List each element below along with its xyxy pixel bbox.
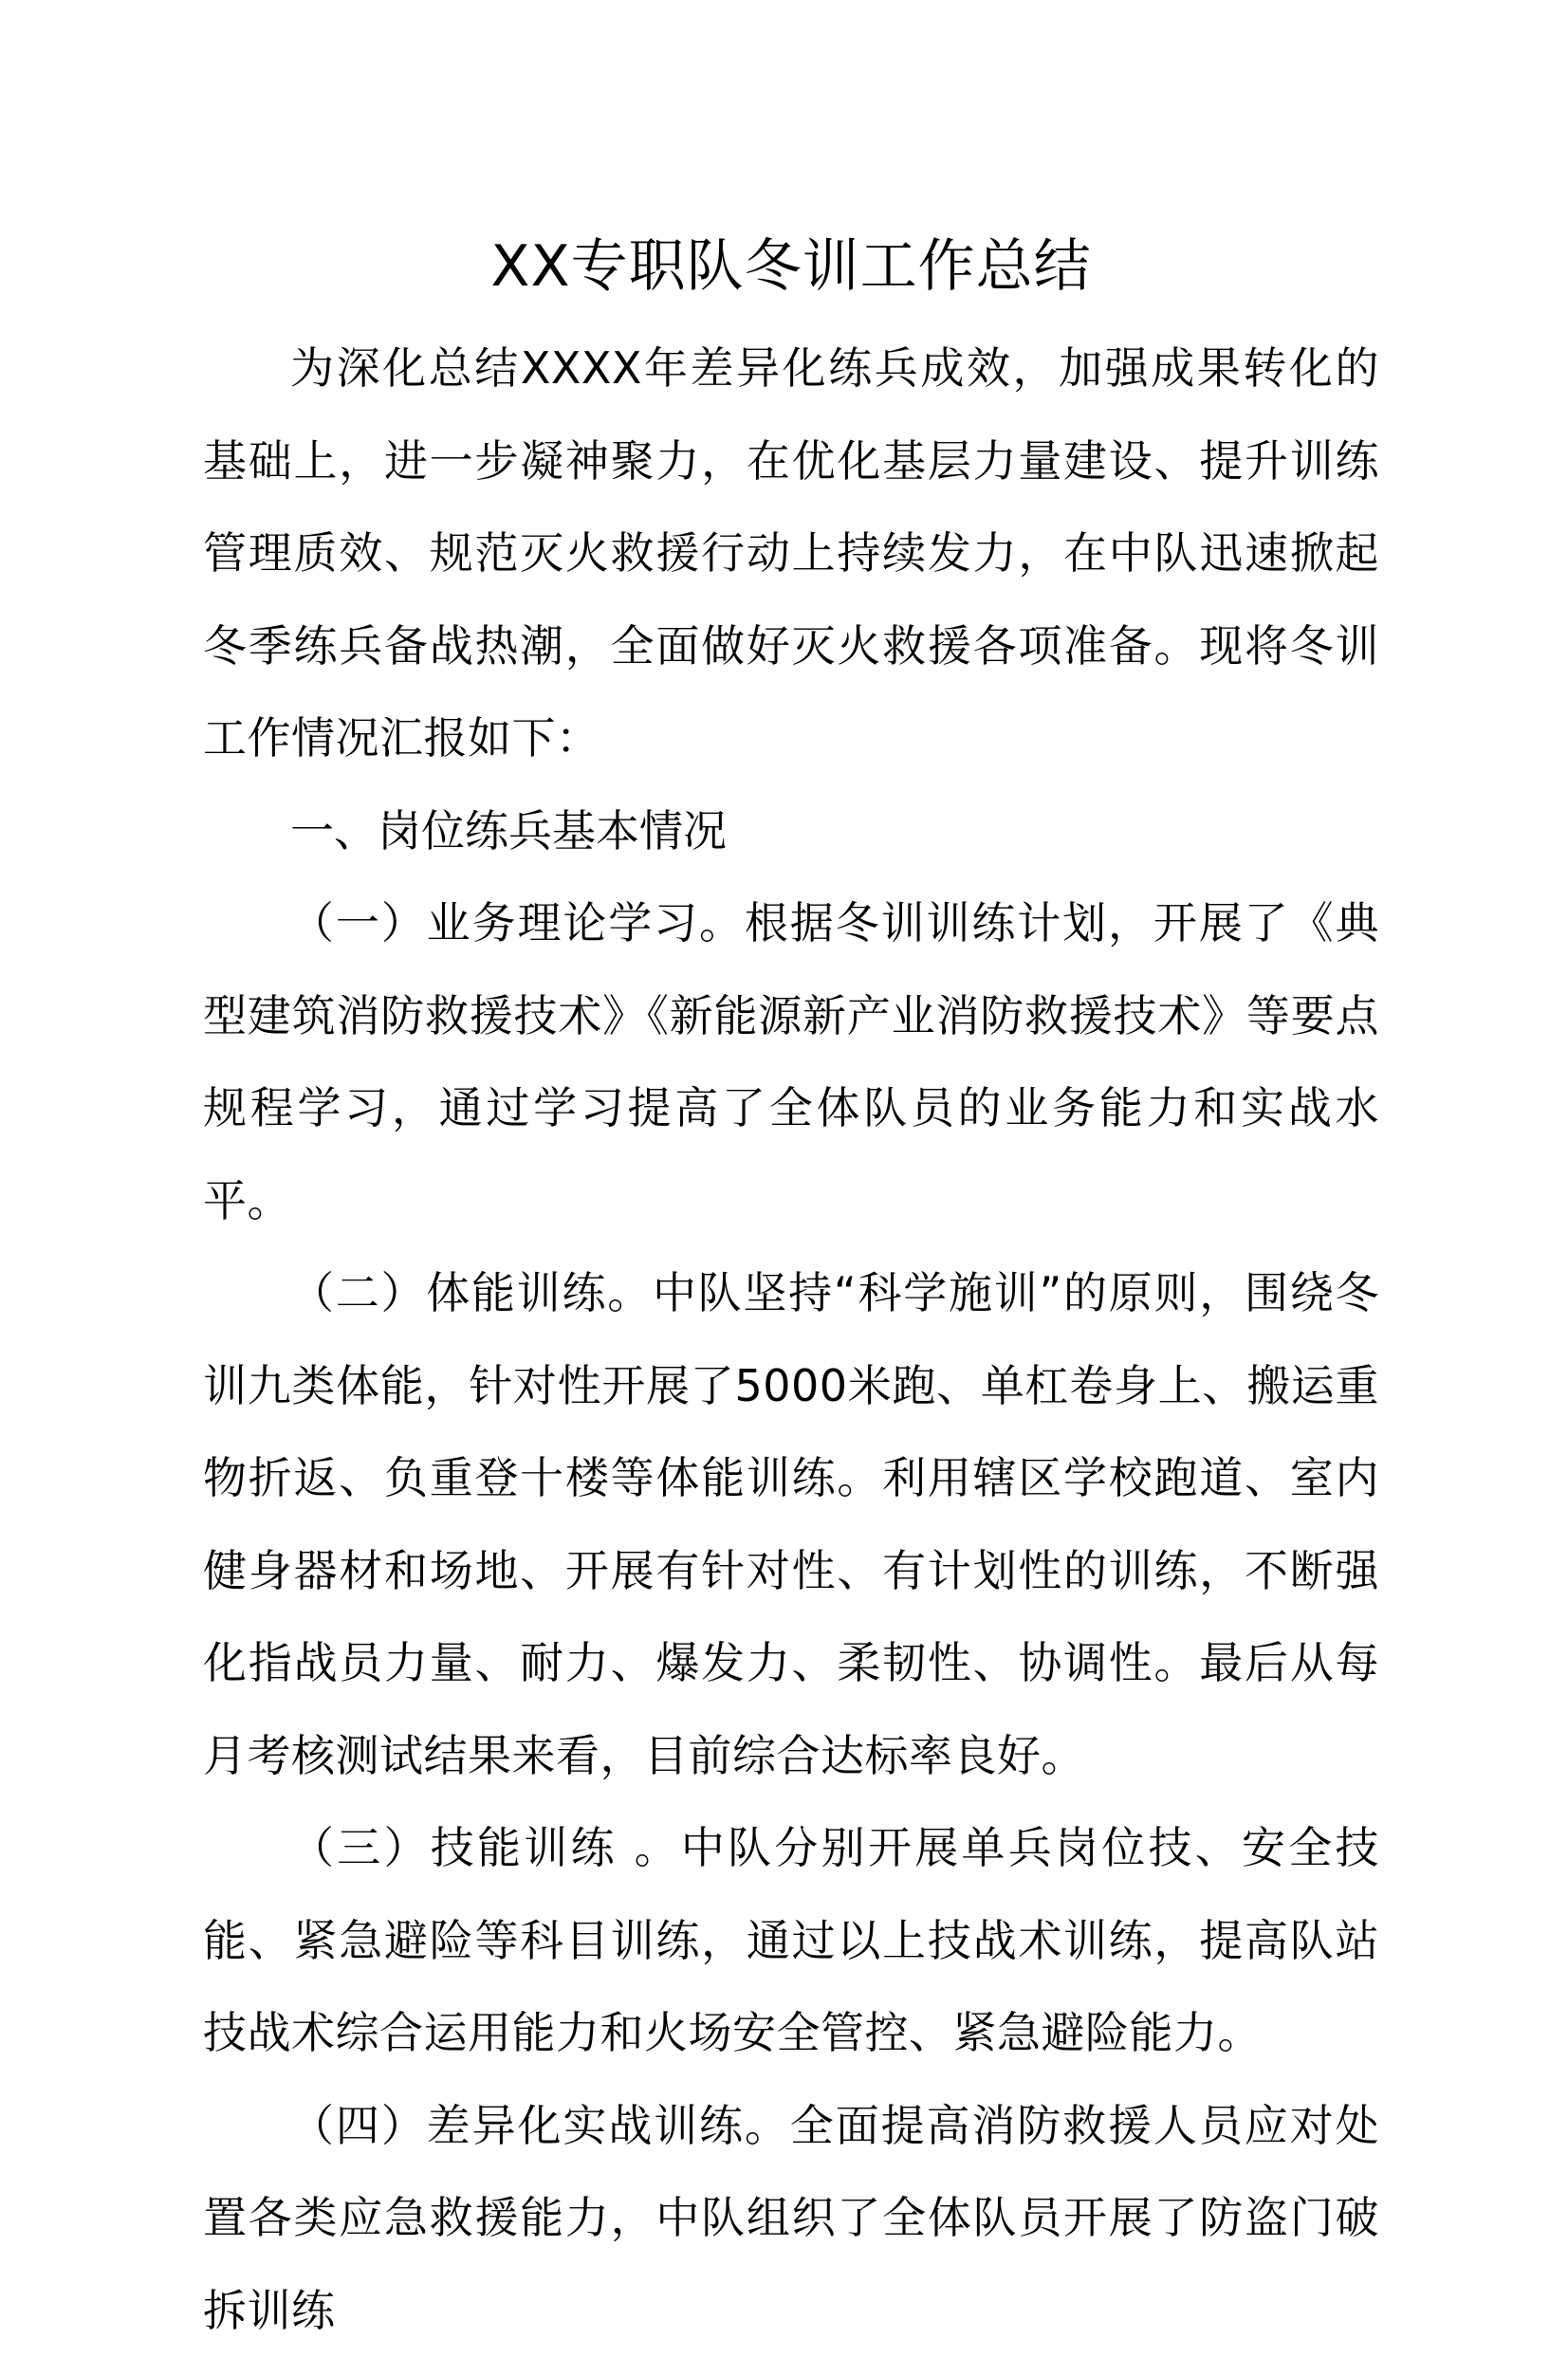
intro-paragraph: 为深化总结XXXX年差异化练兵成效，加强成果转化的基础上，进一步凝神聚力，在优化基层力量建设、提升训练管理质效、规范灭火救援行动上持续发力，在中队迅速掀起冬季练兵备战热潮，全面做好灭火救援各项准备。现将冬训工作情况汇报如下：: [203, 322, 1379, 785]
paragraph-skill-training: （三）技能训练 。中队分别开展单兵岗位技、安全技能、紧急避险等科目训练，通过以上技战术训练，提高队站技战术综合运用能力和火场安全管控、紧急避险能力。: [203, 1802, 1379, 2080]
document-title: XX专职队冬训工作总结: [203, 232, 1379, 301]
document-body: [203, 322, 1379, 2357]
paragraph-combat-training: （四）差异化实战训练。全面提高消防救援人员应对处置各类应急救援能力，中队组织了全体队员开展了防盗门破拆训练: [203, 2080, 1379, 2357]
paragraph-physical-training: （二）体能训练。中队坚持“科学施训”的原则，围绕冬训九类体能，针对性开展了5000米跑、单杠卷身上、搬运重物折返、负重登十楼等体能训练。利用辖区学校跑道、室内健身器材和场地、开展有针对性、有计划性的训练，不断强化指战员力量、耐力、爆发力、柔韧性、协调性。最后从每月考核测试结果来看，目前综合达标率良好。: [203, 1247, 1379, 1802]
section-heading-1: 一、岗位练兵基本情况: [203, 785, 1379, 878]
paragraph-theory-study: （一）业务理论学习。根据冬训训练计划，开展了《典型建筑消防救援技术》《新能源新产业消防救援技术》等要点规程学习，通过学习提高了全体队员的业务能力和实战水平。: [203, 877, 1379, 1247]
